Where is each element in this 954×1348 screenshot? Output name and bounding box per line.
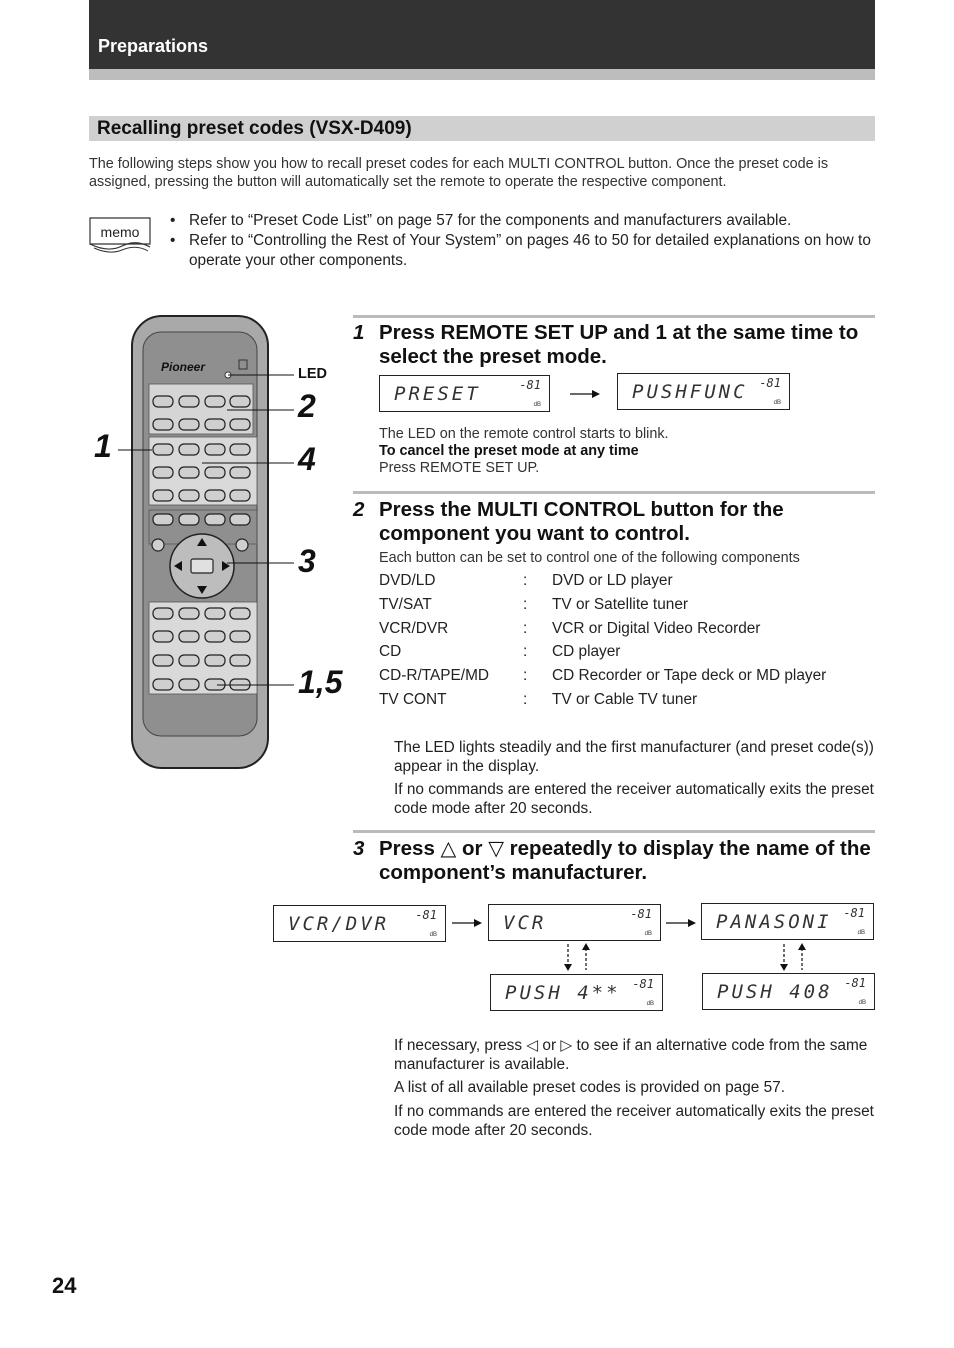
step-number: 3 bbox=[353, 837, 365, 860]
updown-dashed-arrows-icon bbox=[560, 942, 595, 972]
intro-paragraph: The following steps show you how to recall preset codes for each MULTI CONTROL button. Once the preset code is assigned, pressing the button will automatically set the remote to operate the respective component. bbox=[89, 156, 829, 190]
step-divider bbox=[353, 491, 875, 494]
step-1-heading: Press REMOTE SET UP and 1 at the same time to select the preset mode. bbox=[379, 321, 859, 368]
section-title: Recalling preset codes (VSX-D409) bbox=[97, 118, 412, 139]
table-row: TV CONT : TV or Cable TV tuner bbox=[379, 690, 698, 708]
component-table bbox=[379, 569, 826, 712]
callout-step-4: 4 bbox=[298, 441, 316, 477]
step-3-paragraph: A list of all available preset codes is provided on page 57. bbox=[394, 1079, 785, 1096]
display-vcr: VCR -81 dB bbox=[488, 904, 661, 941]
chapter-title: Preparations bbox=[98, 36, 209, 56]
display-preset: PRESET -81 dB bbox=[379, 375, 550, 412]
cancel-title: To cancel the preset mode at any time bbox=[379, 443, 639, 459]
table-row: VCR/DVR : VCR or Digital Video Recorder bbox=[379, 619, 761, 637]
callout-step-2: 2 bbox=[298, 388, 316, 424]
step-number: 1 bbox=[353, 321, 365, 344]
display-pushfunc: PUSHFUNC -81 dB bbox=[617, 373, 790, 410]
arrow-right-icon bbox=[452, 917, 482, 929]
header-bar bbox=[89, 0, 875, 69]
table-row: DVD/LD : DVD or LD player bbox=[379, 572, 673, 589]
step-divider bbox=[353, 315, 875, 318]
memo-label: memo bbox=[100, 224, 140, 240]
step-2-intro: Each button can be set to control one of the following components bbox=[379, 550, 800, 566]
table-row: CD-R/TAPE/MD : CD Recorder or Tape deck or MD player bbox=[379, 667, 827, 685]
memo-list bbox=[170, 211, 880, 271]
memo-item: • Refer to “Preset Code List” on page 57 for the components and manufacturers available. bbox=[170, 211, 880, 231]
callout-step-1-5: 1,5 bbox=[298, 664, 343, 700]
table-row: TV/SAT : TV or Satellite tuner bbox=[379, 595, 689, 613]
step-3-heading: Press △ or ▽ repeatedly to display the name of the component’s manufacturer. bbox=[379, 837, 871, 884]
step-number: 2 bbox=[353, 498, 365, 521]
callout-leader-lines bbox=[110, 360, 300, 700]
display-push-408: PUSH 408 -81 dB bbox=[702, 973, 875, 1010]
arrow-right-icon bbox=[666, 917, 696, 929]
display-push-wildcard: PUSH 4** -81 dB bbox=[490, 974, 663, 1011]
callout-step-1: 1 bbox=[94, 428, 112, 464]
step-2-heading: Press the MULTI CONTROL button for the component you want to control. bbox=[379, 498, 784, 545]
led-label: LED bbox=[298, 366, 327, 382]
arrow-right-icon bbox=[570, 388, 600, 400]
step-2-paragraph: The LED lights steadily and the first manufacturer (and preset code(s)) appear in the display. bbox=[394, 739, 874, 775]
updown-dashed-arrows-icon bbox=[776, 942, 811, 972]
remote-brand-logo: Pioneer bbox=[161, 360, 206, 374]
memo-icon bbox=[88, 213, 154, 257]
callout-step-3: 3 bbox=[298, 543, 316, 579]
table-row: CD : CD player bbox=[379, 643, 621, 661]
step-2-paragraph: If no commands are entered the receiver automatically exits the preset code mode after 20 seconds. bbox=[394, 781, 874, 817]
display-vcr-dvr: VCR/DVR -81 dB bbox=[273, 905, 446, 942]
step-1-note: The LED on the remote control starts to blink. bbox=[379, 426, 669, 442]
step-divider bbox=[353, 830, 875, 833]
page-number: 24 bbox=[52, 1273, 77, 1298]
cancel-text: Press REMOTE SET UP. bbox=[379, 460, 540, 476]
display-panasonic: PANASONI -81 dB bbox=[701, 903, 874, 940]
memo-item: • Refer to “Controlling the Rest of Your System” on pages 46 to 50 for detailed explanations on how to operate your other components. bbox=[170, 231, 880, 271]
step-3-paragraph: If necessary, press ◁ or ▷ to see if an alternative code from the same manufacturer is available. bbox=[394, 1037, 868, 1073]
header-underline bbox=[89, 69, 875, 80]
step-3-paragraph: If no commands are entered the receiver automatically exits the preset code mode after 20 seconds. bbox=[394, 1103, 874, 1139]
